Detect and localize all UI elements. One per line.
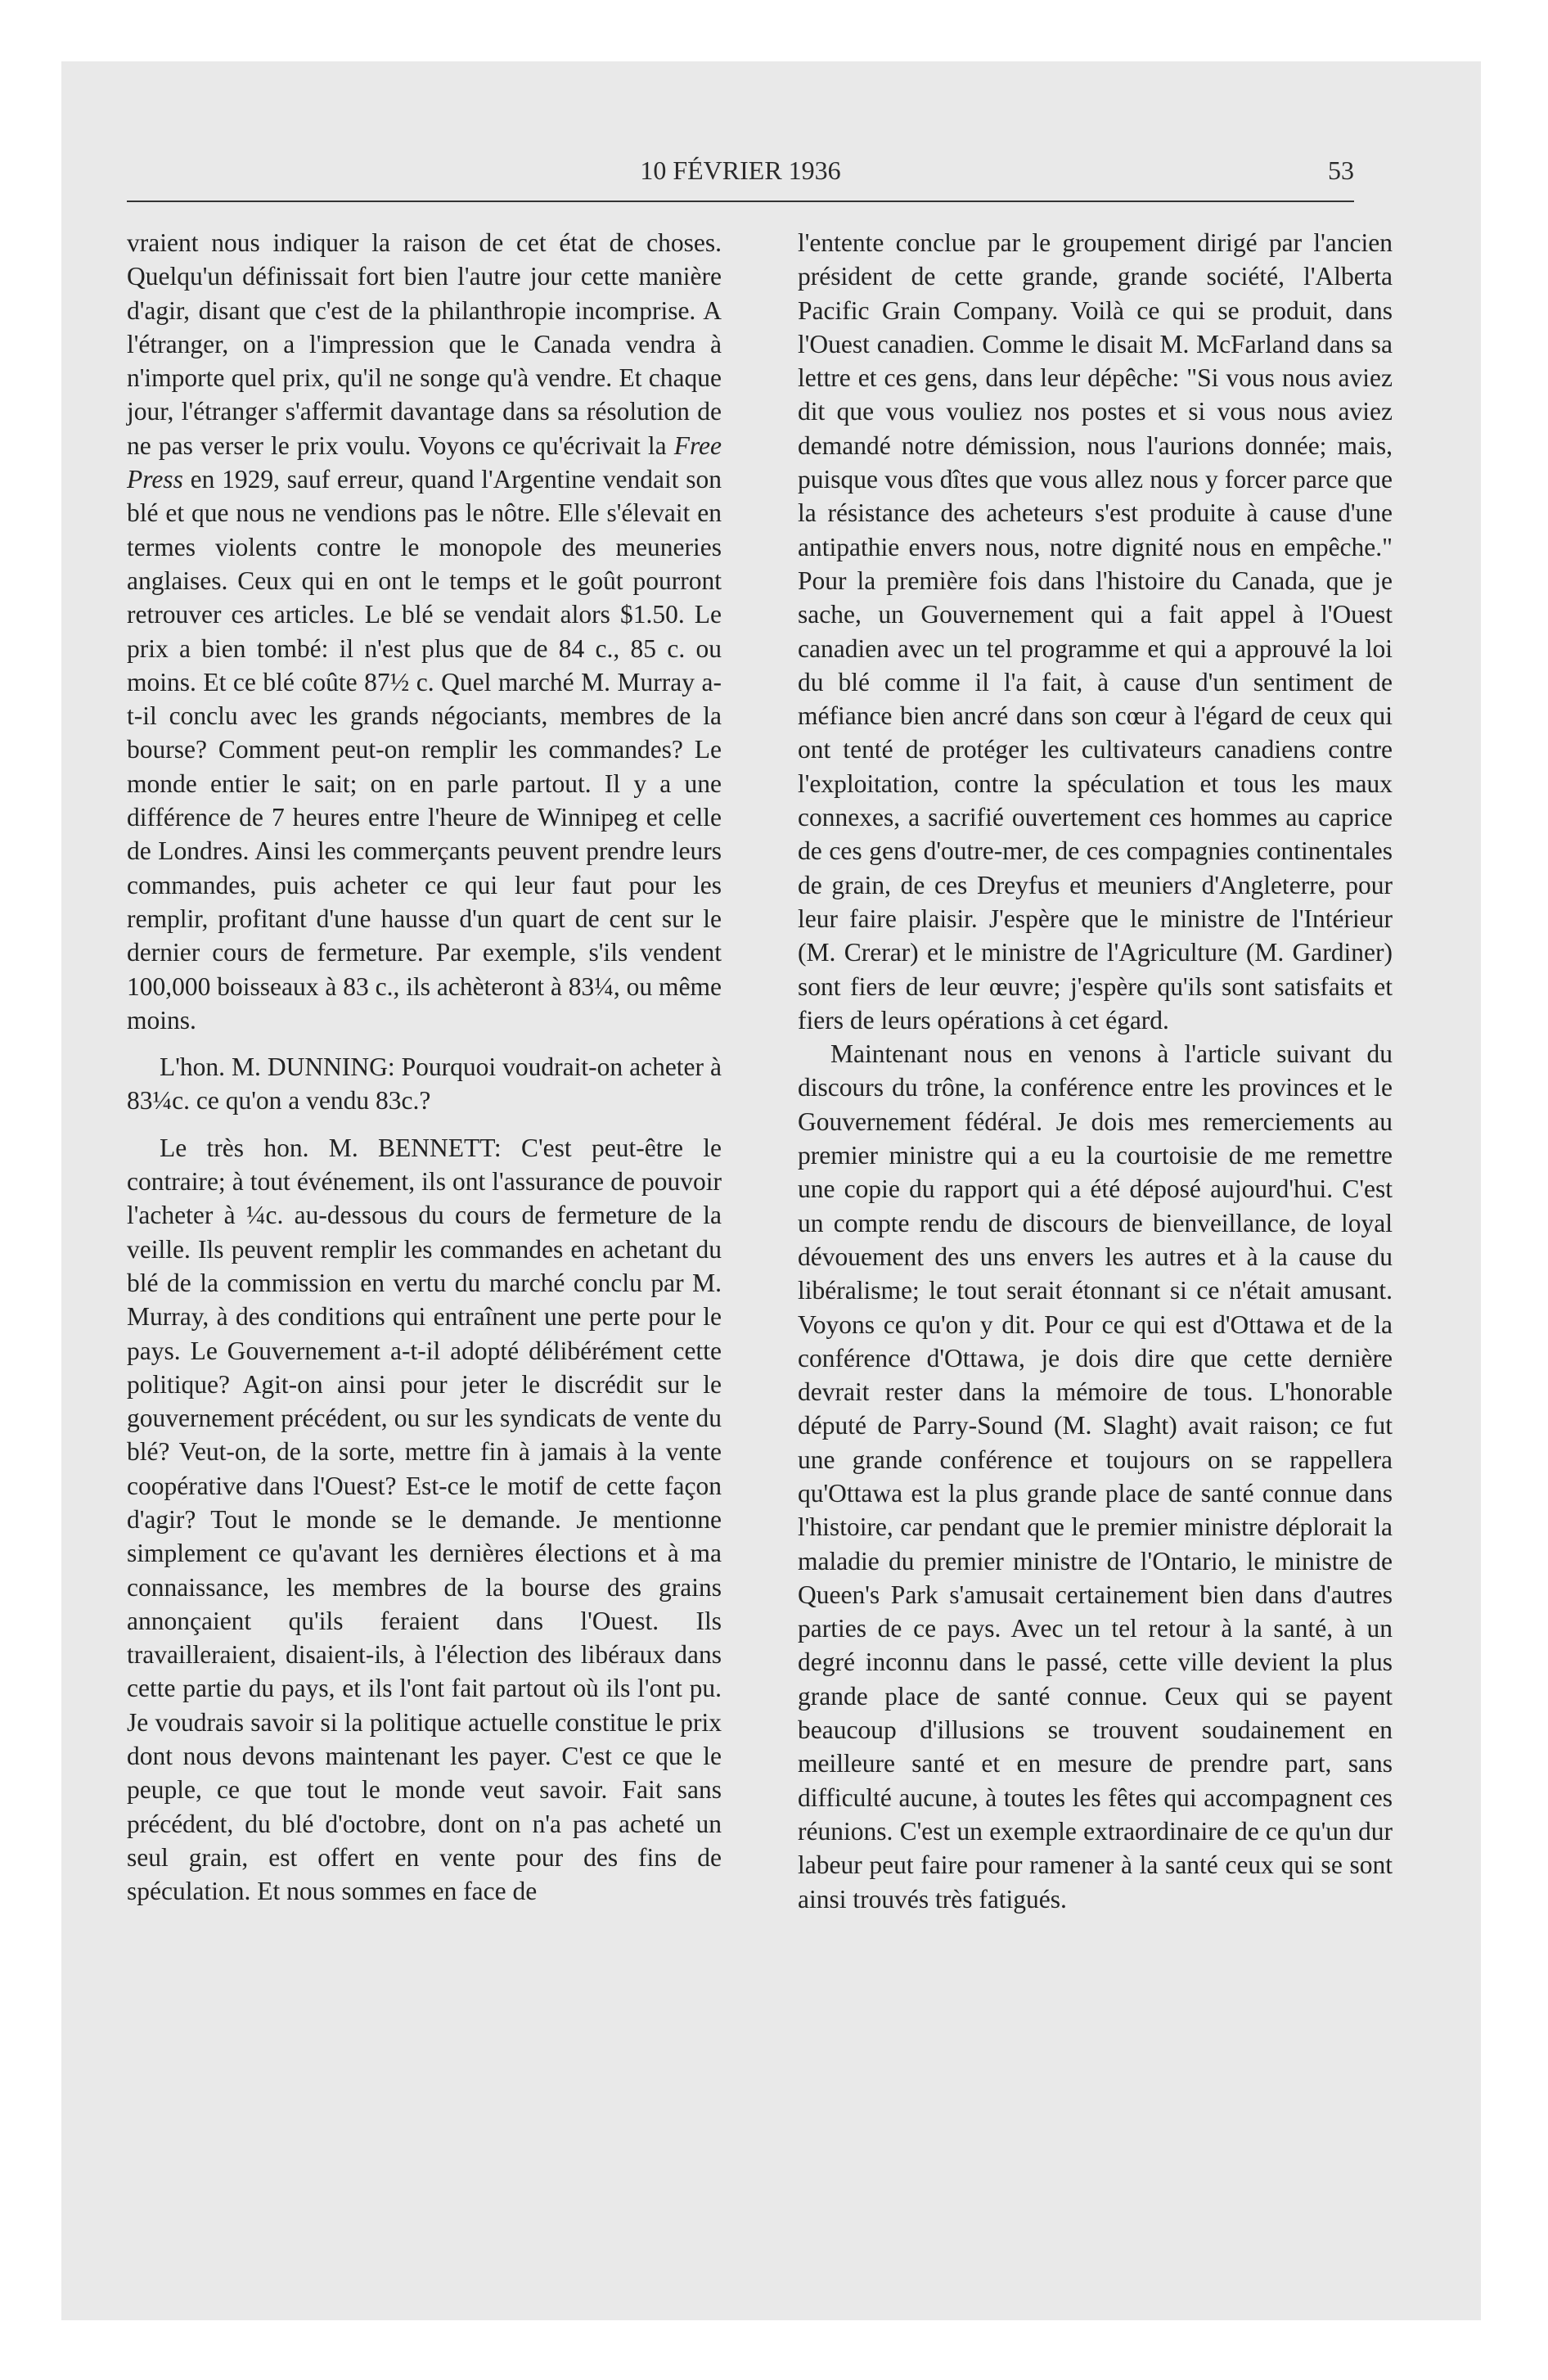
left-paragraph-1-text: vraient nous indiquer la raison de cet état de choses. Quelqu'un définissait fort bien l'autre jour cette manière d'agir, disant que c'est de la philanthropie incomprise. A l'étranger, on a l'impression que le Canada vendra à n'importe quel prix, qu'il ne songe qu'à vendre. Et chaque jour, l'étranger s'affermit davantage dans sa résolution de ne pas verser le prix voulu. Voyons ce qu'écrivait la [127,228,722,460]
page-header [127,156,1354,196]
newspaper-title: Free Press [127,430,722,494]
right-paragraph-1: l'entente conclue par le groupement dirigé par l'ancien président de cette grande, grande société, l'Alberta Pacific Grain Company. Voilà ce qui se produit, dans l'Ouest canadien. Comme le disait M. McFarland dans sa lettre et ces gens, dans leur dépêche: "Si vous nous aviez dit que vous vouliez nos postes et si vous nous aviez demandé notre démission, nous l'aurions donnée; mais, puisque vous dîtes que vous allez nous y forcer parce que la résistance des acheteurs s'est produite à cause d'une antipathie envers nous, notre dignité nous en empêche." Pour la première fois dans l'histoire du Canada, que je sache, un Gouvernement qui a fait appel à l'Ouest canadien avec un tel programme et qui a approuvé la loi du blé comme il l'a fait, à cause d'un sentiment de méfiance bien ancré dans son cœur à l'égard de ceux qui ont tenté de protéger les cultivateurs canadiens contre l'exploitation, contre la spéculation et tous les maux connexes, a sacrifié ouvertement ces hommes au caprice de ces gens d'outre-mer, de ces compagnies continentales de grain, de ces Dreyfus et meuniers d'Angleterre, pour leur faire plaisir. J'espère que le ministre de l'Intérieur (M. Crerar) et le ministre de l'Agriculture (M. Gardiner) sont fiers de leur œuvre; j'espère qu'ils sont satisfaits et fiers de leurs opérations à cet égard. [798,228,1393,1034]
left-paragraph-3: Le très hon. M. BENNETT: C'est peut-être le contraire; à tout événement, ils ont l'assurance de pouvoir l'acheter à ¼c. au-dessous du cours de fermeture de la veille. Ils peuvent remplir les commandes en achetant du blé de la commission en vertu du marché conclu par M. Murray, à des conditions qui entraînent une perte pour le pays. Le Gouvernement a-t-il adopté délibérément cette politique? Agit-on ainsi pour jeter le discrédit sur le gouvernement précédent, ou sur les syndicats de vente du blé? Veut-on, de la sorte, mettre fin à jamais à la vente coopérative dans l'Ouest? Est-ce le motif de cette façon d'agir? Tout le monde se le demande. Je mentionne simplement ce qu'avant les dernières élections et à ma connaissance, les membres de la bourse des grains annonçaient qu'ils feraient dans l'Ouest. Ils travailleraient, disaient-ils, à l'élection des libéraux dans cette partie du pays, et ils l'ont fait partout où ils l'ont pu. Je voudrais savoir si la politique actuelle constitue le prix dont nous devons maintenant les payer. C'est ce que le peuple, ce que tout le monde veut savoir. Fait sans précédent, du blé d'octobre, dont on n'a pas acheté un seul grain, est offert en vente pour des fins de spéculation. Et nous sommes en face de [127,1133,722,1906]
header-rule [127,201,1354,202]
right-column [798,226,1393,1916]
right-paragraph-2: Maintenant nous en venons à l'article suivant du discours du trône, la conférence entre les provinces et le Gouvernement fédéral. Je dois mes remerciements au premier ministre qui a eu la courtoisie de me remettre une copie du rapport qui a été déposé aujourd'hui. C'est un compte rendu de discours de bienveillance, de loyal dévouement des uns envers les autres et à la cause du libéralisme; le tout serait étonnant si ce n'était amusant. Voyons ce qu'on y dit. Pour ce qui est d'Ottawa et de la conférence d'Ottawa, je dois dire que cette dernière devrait rester dans la mémoire de tous. L'honorable député de Parry-Sound (M. Slaght) avait raison; ce fut une grande conférence et toujours on se rappellera qu'Ottawa est la plus grande place de santé connue dans l'histoire, car pendant que le premier ministre déplorait la maladie du premier ministre de l'Ontario, le ministre de Queen's Park s'amusait certainement bien dans d'autres parties de ce pays. Avec un tel retour à la santé, à un degré inconnu dans le passé, cette ville devient la plus grande place de santé connue. Ceux qui se payent beaucoup d'illusions se trouvent soudainement en meilleure santé et en mesure de prendre part, sans difficulté aucune, à toutes les fêtes qui accompagnent ces réunions. C'est un exemple extraordinaire de ce qu'un dur labeur peut faire pour ramener à la santé ceux qui se sont ainsi trouvés très fatigués. [798,1039,1393,1913]
left-paragraph-1-rest: en 1929, sauf erreur, quand l'Argentine vendait son blé et que nous ne vendions pas le nôtre. Elle s'élevait en termes violents contre le monopole des meuneries anglaises. Ceux qui en ont le temps et le goût pourront retrouver ces articles. Le blé se vendait alors $1.50. Le prix a bien tombé: il n'est plus que de 84 c., 85 c. ou moins. Et ce blé coûte 87½ c. Quel marché M. Murray a-t-il conclu avec les grands négociants, membres de la bourse? Comment peut-on remplir les commandes? Le monde entier le sait; on en parle partout. Il y a une différence de 7 heures entre l'heure de Winnipeg et celle de Londres. Ainsi les commerçants peuvent prendre leurs commandes, puis acheter ce qui leur faut pour les remplir, profitant d'une hausse d'un quart de cent sur le dernier cours de fermeture. Par exemple, s'ils vendent 100,000 boisseaux à 83 c., ils achèteront à 83¼, ou même moins. [127,465,722,1034]
page-number: 53 [1328,156,1354,185]
left-paragraph-2: L'hon. M. DUNNING: Pourquoi voudrait-on acheter à 83¼c. ce qu'on a vendu 83c.? [127,1053,722,1116]
header-date: 10 FÉVRIER 1936 [640,156,841,185]
left-column [127,226,722,1909]
left-paragraph-1 [127,226,722,1037]
